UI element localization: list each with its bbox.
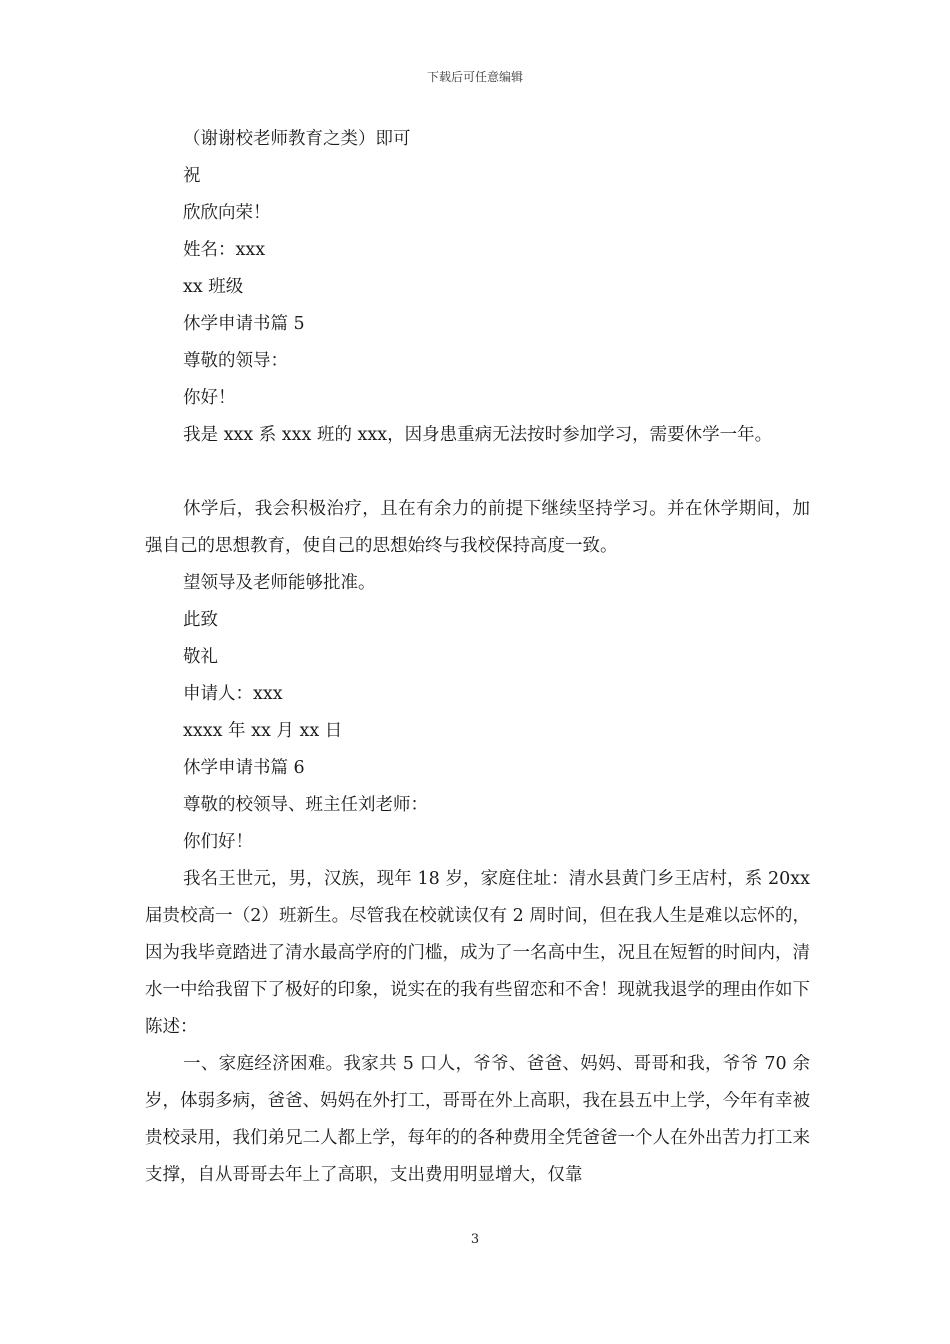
salutation: 尊敬的领导： bbox=[183, 351, 288, 371]
text-line: 姓名：xxx bbox=[183, 240, 266, 260]
signature: 申请人：xxx bbox=[183, 684, 283, 704]
date-line: xxxx 年 xx 月 xx 日 bbox=[183, 721, 343, 741]
text-line: 望领导及老师能够批准。 bbox=[183, 573, 376, 593]
page-number: 3 bbox=[470, 1232, 480, 1247]
paragraph: 休学后，我会积极治疗，且在有余力的前提下继续坚持学习。并在休学期间，加强自己的思想教育，使自己的思想始终与我校保持高度一致。 bbox=[145, 499, 810, 556]
text-line: 此致 bbox=[183, 610, 218, 630]
text-line: xx 班级 bbox=[183, 277, 244, 297]
document-body bbox=[145, 121, 810, 1194]
paragraph: 我名王世元，男，汉族，现年 18 岁，家庭住址：清水县黄门乡王店村，系 20xx 届贵校高一（2）班新生。尽管我在校就读仅有 2 周时间，但在我人生是难以忘怀的，因为我毕竟踏进了清水最高学府的门槛，成为了一名高中生，况且在短暂的时间内，清水一中给我留下了极好的印象，说实在的我有些留恋和不舍！现就我退学的理由作如下陈述： bbox=[145, 869, 810, 1037]
text-line: （谢谢校老师教育之类）即可 bbox=[183, 129, 411, 149]
text-line: 敬礼 bbox=[183, 647, 218, 667]
greeting: 你好！ bbox=[183, 388, 236, 408]
text-line: 祝 bbox=[183, 166, 201, 186]
section-title: 休学申请书篇 5 bbox=[183, 314, 305, 334]
section-title: 休学申请书篇 6 bbox=[183, 758, 305, 778]
greeting: 你们好！ bbox=[183, 832, 253, 852]
salutation: 尊敬的校领导、班主任刘老师： bbox=[183, 795, 428, 815]
paragraph: 一、家庭经济困难。我家共 5 口人，爷爷、爸爸、妈妈、哥哥和我，爷爷 70 余岁，体弱多病，爸爸、妈妈在外打工，哥哥在外上高职，我在县五中上学，今年有幸被贵校录用，我们弟兄二人都上学，每年的的各种费用全凭爸爸一个人在外出苦力打工来支撑，自从哥哥去年上了高职，支出费用明显增大，仅靠 bbox=[145, 1054, 810, 1185]
text-line: 我是 xxx 系 xxx 班的 xxx，因身患重病无法按时参加学习，需要休学一年。 bbox=[183, 425, 773, 445]
blank-line bbox=[145, 454, 810, 491]
text-line: 欣欣向荣！ bbox=[183, 203, 271, 223]
page-header: 下载后可任意编辑 bbox=[426, 70, 523, 84]
